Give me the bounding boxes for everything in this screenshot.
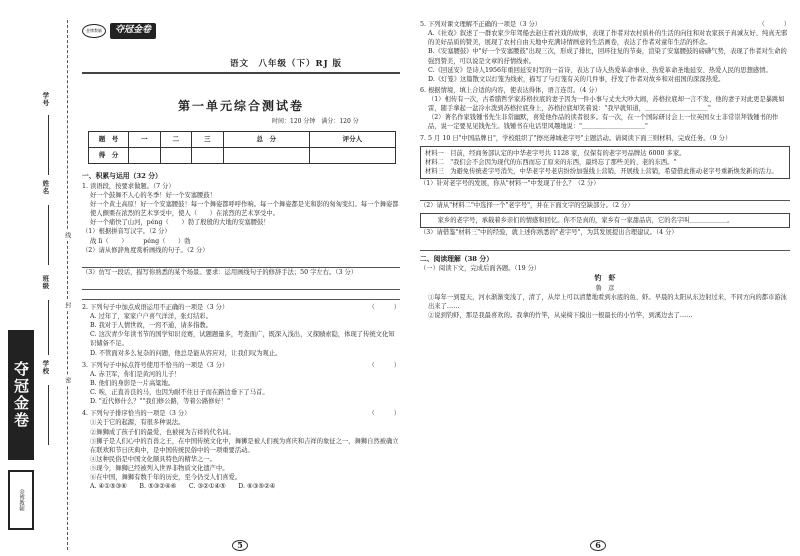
material-text: 材料三 为避免传统老字号消失，中华老字号老店纷纷加强线上营销，开展线上营销，希望借此推动老字号重新焕发新的活力。 <box>425 167 778 175</box>
question-stem <box>82 409 400 418</box>
section-heading: 二、阅读理解（38 分） <box>420 254 493 263</box>
right-page <box>420 20 790 550</box>
school-line <box>48 385 49 445</box>
left-page <box>82 20 400 550</box>
page-number: 6 <box>590 540 606 551</box>
option: D. 不管面对多么复杂的问题，他总是能从容应对，让我们叹为观止。 <box>90 349 282 357</box>
answer-lines[interactable] <box>420 241 790 251</box>
option: A. 过年了，家家户户喜气洋洋，张灯结彩。 <box>90 313 212 321</box>
question-stem: 6. 根据情境，填上合适的内容，使表达得体，语言连贯。（4 分） <box>420 86 601 94</box>
cut-mark-seal: 封 <box>63 302 71 308</box>
score-cell[interactable] <box>192 148 224 164</box>
passage-line: 好一个痛快了山河，péng（ ）勃了殷殷的大地的安塞腰鼓！ <box>90 219 270 227</box>
sub-question: （2）请从"材料二"中选择一个"老字号"，并在下面文字的空缺部分。（2 分） <box>420 202 634 210</box>
class-label: 班级 <box>41 275 50 290</box>
option: B. 我对于人情世故，一窍不通，请多指教。 <box>90 322 212 330</box>
option: A.《社戏》叙述了一群农家少年驾船去赵庄看社戏的故事，表现了作者对农村质朴的生活的向往和对农家孩子真诚友好、纯真无邪的美好品质的赞美，展现了农村自由天地中充满诗情画意的生活画卷，表达了作者对童年生活的怀念。 <box>428 30 788 47</box>
student-id-line <box>48 115 49 175</box>
question-stem <box>420 20 790 29</box>
cut-mark-secret: 密 <box>63 377 71 383</box>
sub-question: （1）针对老字号的发展，你从"材料一"中发现了什么？（2 分） <box>420 180 600 187</box>
sentence-item: ④这种民俗是中国文化颇具特色的精华之一。 <box>90 455 216 463</box>
question-text: 5. 下列对课文理解不正确的一项是（3 分） <box>420 21 542 28</box>
sentence-item: ②舞狮成了孩子们的最爱，也被视为吉祥的代名词。 <box>90 428 235 436</box>
question-stem <box>82 361 400 370</box>
binding-margin <box>0 0 80 556</box>
material-text: 材料一 目前，经商务部认定的中华老字号共 1128 家，仅保有的老字号品牌达 6000 多家。 <box>425 149 686 157</box>
sub-question-blanks: 战 lì（ ） péng（ ）勃 <box>90 237 191 245</box>
question-stem <box>82 303 400 312</box>
options-row: A. ④①⑤③⑥ B. ⑤③②④⑥ C. ③②①④⑤ D. ⑥③⑤②④ <box>90 483 276 491</box>
answer-bracket[interactable]: （ ） <box>368 361 400 369</box>
score-col-1: 一 <box>129 132 161 148</box>
sentence-item: ③狮子是人们心中的百兽之王，在中国传统文化中，舞狮是被人们视为喜庆和吉祥的象征之一，舞狮自然被确立在联欢和节日庆典中，是中国传统民俗中的一项重要活动。 <box>90 437 399 454</box>
score-table <box>88 131 396 164</box>
fill-box[interactable] <box>420 213 790 228</box>
score-cell[interactable] <box>160 148 192 164</box>
passage-paragraph: ②说到钓虾，那是我最喜欢的。我拿的竹竿，从桌椅下摸出一根最长的小竹竿，到溪边去了…… <box>428 311 693 319</box>
sub-question: （3）仿写一段话，描写你熟悉的某个场景。要求：运用画线句子的修辞手法；50 字左右。（3 分） <box>82 268 358 276</box>
question-text: 3. 下列句子中标点符号使用不恰当的一项是（3 分） <box>82 361 229 369</box>
passage-paragraph: ①每年一到夏天，河水渐渐变浅了，清了，从岸上可以清楚地看到水底的鱼、虾。早晨的太阳从东边射过来，不同方向的都市游泳出来了…… <box>428 293 787 310</box>
class-line <box>48 300 49 355</box>
left-questions <box>82 170 400 491</box>
option: C.《回延安》是诗人1956年重回延安时写的一首诗，表达了诗人热爱革命事业、热爱革命圣地延安、热爱人民的思想感情。 <box>428 66 772 74</box>
passage-line: 好一个黄土高原！好一个安塞腰鼓！每一个舞姿都呼呼作响。每一个舞姿都是光和影的匆匆变幻。每一个舞姿都使人颤栗在浓烈的艺术享受中，使人（ ）在浓烈的艺术享受中。 <box>90 201 399 218</box>
exam-title: 第一单元综合测试卷 <box>177 99 304 113</box>
sub-question: （3）请借鉴"材料三"中的经验，就上述你熟悉的"老字号"，为其发展提出合理建议。（4 分） <box>420 229 678 237</box>
sub-question: （2）请从修辞角度赏析画线的句子。（2 分） <box>82 246 209 254</box>
sub-question: （2）著名作家钱锺书先生非常幽默，喜爱他作品的读者很多。有一次，在一个国际研讨会上一位英国女士非常崇拜钱锺书的作品，说一定要见见钱先生。钱锺书在电话里风趣地说："＿＿＿＿＿＿＿＿＿＿" <box>428 114 779 131</box>
materials-box <box>420 146 790 179</box>
subject-label: 语文 八年级（下）RJ 版 <box>230 59 343 69</box>
brand-name: 夺冠金卷 <box>110 23 156 38</box>
side-brand-logo: 夺冠金卷 <box>8 330 34 460</box>
sub-question: （1）根据拼音写汉字。（2 分） <box>82 228 171 236</box>
score-col-grader: 评分人 <box>309 132 395 148</box>
side-brand-small: 金博教辅 <box>8 470 34 530</box>
score-col-2: 二 <box>160 132 192 148</box>
answer-lines[interactable] <box>82 258 400 268</box>
page-number: 5 <box>232 540 248 551</box>
subsection-heading: （一）阅读下文，完成后面各题。（19 分） <box>420 265 541 273</box>
student-id-label: 学号 <box>41 92 50 107</box>
answer-lines[interactable] <box>420 191 790 201</box>
score-col-total: 总 分 <box>223 132 309 148</box>
sentence-item: ⑥在中国，舞狮有数千年的历史，至今仍受人们喜爱。 <box>90 474 242 482</box>
option: B.《安塞腰鼓》中"好一个安塞腰鼓"出现三次，形成了排比，回环往复的节奏，渲染了安塞腰鼓的磅礴气势，表现了作者对生命的强烈赞美，可以说是文章的抒情线索。 <box>428 48 787 65</box>
option: C. 唉，正直善良的马，也因为耐不住日子而在路边垂下了马首。 <box>90 389 269 397</box>
score-row-label: 得 分 <box>89 148 129 164</box>
option: C. 这次青少年读书节的国学知识竞赛，试题题量多，考查面广，既深入浅出，又探赜索隐，体现了传统文化知识储备不足。 <box>90 331 395 348</box>
option: B. 他们的身影是一片高粱地。 <box>90 379 175 387</box>
question-stem: 7. 5 月 10 日"中国品牌日"，学校组织了"擦亮薄城老字号"主题活动。请阅读下面三则材料，完成任务。（9 分） <box>420 134 732 142</box>
brand-header <box>82 20 400 42</box>
exam-meta: 时间：120 分钟 满分：120 分 <box>272 118 359 125</box>
header-rule <box>82 72 400 74</box>
school-label: 学校 <box>41 360 50 375</box>
sub-question: （1）相传有一次，古希腊哲学家苏格拉底的妻子因为一件小事与丈夫大吵大闹，苏格拉底却一言不发，他的妻子对此更是暴跳如雷，随手拿起一盆冷水泼到苏格拉底身上，苏格拉底却笑着说："我早就知道，＿＿＿＿＿＿＿＿＿＿" <box>428 96 785 113</box>
name-label: 姓名 <box>41 180 50 195</box>
question-text: 4. 下列句子排序恰当的一项是（3 分） <box>82 410 191 418</box>
option: D. "近代修什么？""我们修公路，等着公路修好！" <box>90 398 231 406</box>
question-text: 2. 下列句子中加点成语运用不正确的一项是（3 分） <box>82 303 229 311</box>
cut-mark-line: 线 <box>63 232 71 238</box>
score-cell[interactable] <box>129 148 161 164</box>
answer-bracket[interactable]: （ ） <box>758 21 790 28</box>
sentence-item: ①关于它的起源，有很多种说法。 <box>90 419 185 427</box>
question-stem: 1. 读语段，按要求做题。（7 分） <box>82 182 175 190</box>
material-text: 材料二 "我们会不会因为现代的东西而忘了原来的东西，最终忘了那些美的、老的东西。" <box>425 158 677 166</box>
option: D.《灯笼》这篇散文以灯笼为线索，描写了与灯笼有关的几件事，抒发了作者对故乡和对祖国的深深热爱。 <box>428 75 725 83</box>
score-header-label: 题 号 <box>89 132 129 148</box>
sentence-item: ⑤现今，舞狮已经被列入世界非物质文化遗产中。 <box>90 465 229 473</box>
passage-title: 钓 虾 <box>594 273 616 283</box>
score-col-3: 三 <box>192 132 224 148</box>
answer-bracket[interactable]: （ ） <box>368 303 400 311</box>
cut-line <box>67 20 68 550</box>
passage-line: 好一个鼓舞不人心的冬季！好一个安塞腰鼓！ <box>90 191 216 199</box>
option: A. 赤卫军，你们是黄河的儿子！ <box>90 370 181 378</box>
answer-lines[interactable] <box>82 280 400 300</box>
passage-author: 鲁 彦 <box>595 284 615 292</box>
brand-badge-logo: 金博教辅 <box>82 24 106 38</box>
score-cell[interactable] <box>223 148 309 164</box>
score-cell[interactable] <box>309 148 395 164</box>
section-heading: 一、积累与运用（32 分） <box>82 172 162 180</box>
answer-bracket[interactable]: （ ） <box>368 410 400 418</box>
name-line <box>48 205 49 265</box>
fill-box-text: 家乡的老字号，承载着乡亲们的情感和回忆。你不是真的，家乡有一家甜品店，它的名字叫＿＿＿＿＿＿。 <box>425 217 734 225</box>
